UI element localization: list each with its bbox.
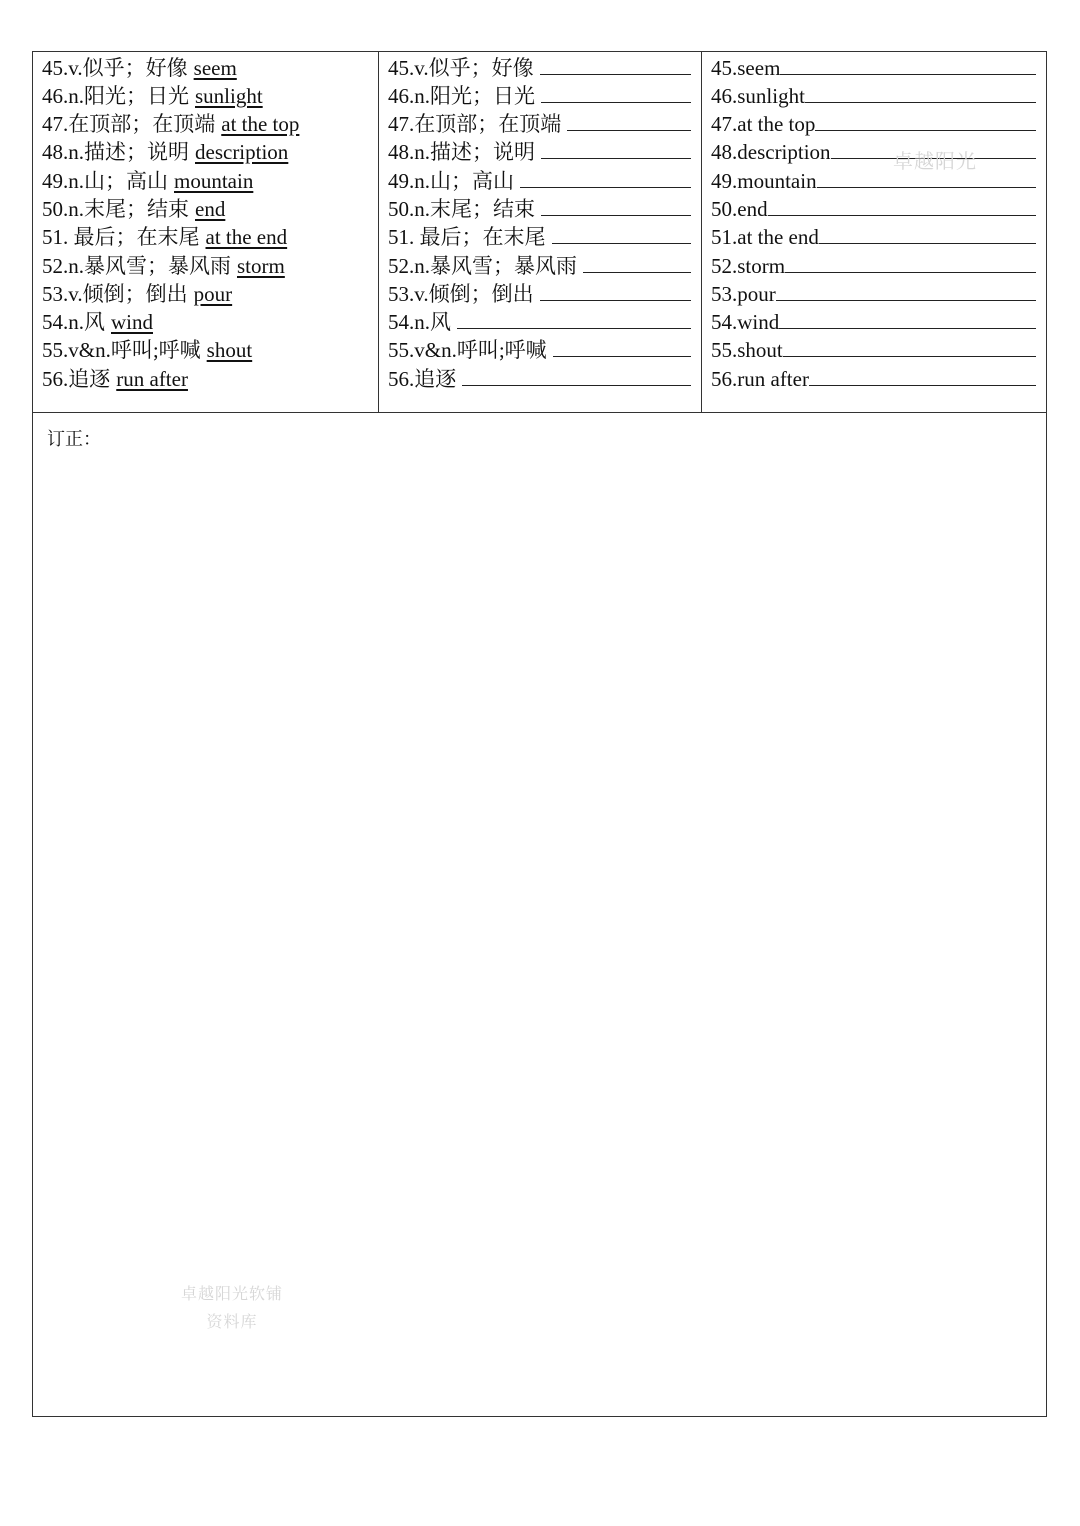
item-answer: pour (193, 282, 233, 306)
answer-blank[interactable] (780, 54, 1036, 75)
item-prompt: 47.在顶部；在顶端 (388, 112, 562, 136)
fill-item (711, 223, 1036, 251)
fill-item (711, 167, 1036, 195)
item-prompt: 49.n.山；高山 (388, 169, 514, 193)
item-answer: at the top (221, 112, 300, 136)
fill-item (711, 336, 1036, 364)
answer-item (42, 195, 225, 223)
item-chinese: 54.n.风 (42, 310, 105, 334)
answer-blank[interactable] (541, 195, 691, 216)
item-prompt: 48.n.描述；说明 (388, 140, 535, 164)
fill-item (711, 82, 1036, 110)
fill-item (711, 252, 1036, 280)
chinese-to-english-column (379, 52, 702, 412)
item-answer: seem (193, 56, 237, 80)
answer-blank[interactable] (553, 336, 691, 357)
answer-blank[interactable] (785, 252, 1036, 273)
item-answer: mountain (174, 169, 254, 193)
item-chinese: 53.v.倾倒；倒出 (42, 282, 188, 306)
item-answer: description (195, 140, 289, 164)
answer-item (42, 138, 288, 166)
item-prompt: 46.sunlight (711, 84, 805, 108)
item-chinese: 56.追逐 (42, 367, 111, 391)
answer-item (42, 252, 285, 280)
answer-blank[interactable] (540, 280, 691, 301)
answer-blank[interactable] (809, 365, 1036, 386)
answer-blank[interactable] (552, 223, 692, 244)
item-answer: at the end (205, 225, 288, 249)
answer-blank[interactable] (779, 308, 1036, 329)
fill-item (388, 365, 691, 393)
watermark: 卓越阳光 (893, 149, 977, 173)
item-chinese: 55.v&n.呼叫;呼喊 (42, 338, 201, 362)
item-chinese: 48.n.描述；说明 (42, 140, 189, 164)
answer-item (42, 308, 153, 336)
answer-item (42, 54, 237, 82)
fill-item (711, 195, 1036, 223)
item-prompt: 54.wind (711, 310, 780, 334)
answer-blank[interactable] (520, 167, 691, 188)
item-prompt: 51. 最后；在末尾 (388, 225, 546, 249)
item-chinese: 50.n.末尾；结束 (42, 197, 189, 221)
corrections-label: 订正： (47, 429, 101, 450)
answer-blank[interactable] (457, 308, 691, 329)
fill-item (388, 308, 691, 336)
answer-item (42, 110, 299, 138)
answer-blank[interactable] (540, 54, 691, 75)
item-answer: shout (206, 338, 253, 362)
vocabulary-row (33, 52, 1046, 413)
item-chinese: 46.n.阳光；日光 (42, 84, 189, 108)
answer-blank[interactable] (541, 138, 691, 159)
fill-item (711, 110, 1036, 138)
fill-item (388, 280, 691, 308)
item-prompt: 53.v.倾倒；倒出 (388, 282, 534, 306)
worksheet-table (32, 51, 1047, 1417)
fill-item (388, 54, 691, 82)
fill-item (388, 223, 691, 251)
fill-item (388, 138, 691, 166)
corrections-area[interactable] (33, 413, 1046, 1416)
answer-blank[interactable] (583, 252, 691, 273)
fill-item (388, 82, 691, 110)
watermark-line: 资料库 (206, 1312, 258, 1331)
item-prompt: 52.n.暴风雪；暴风雨 (388, 254, 577, 278)
fill-item (388, 110, 691, 138)
answer-key-column (33, 52, 379, 412)
item-answer: wind (111, 310, 153, 334)
item-prompt: 49.mountain (711, 169, 817, 193)
item-prompt: 48.description (711, 140, 831, 164)
fill-item (711, 138, 1036, 166)
answer-blank[interactable] (567, 110, 691, 131)
answer-blank[interactable] (462, 365, 691, 386)
item-prompt: 51.at the end (711, 225, 819, 249)
item-prompt: 50.end (711, 197, 768, 221)
english-to-chinese-column (702, 52, 1046, 412)
answer-blank[interactable] (783, 336, 1036, 357)
fill-item (711, 280, 1036, 308)
item-prompt: 45.seem (711, 56, 781, 80)
item-answer: storm (237, 254, 285, 278)
answer-item (42, 167, 253, 195)
answer-blank[interactable] (819, 223, 1036, 244)
answer-blank[interactable] (805, 82, 1036, 103)
answer-item (42, 223, 287, 251)
item-chinese: 52.n.暴风雪；暴风雨 (42, 254, 231, 278)
item-prompt: 47.at the top (711, 112, 816, 136)
watermark-line: 卓越阳光软铺 (181, 1284, 284, 1303)
fill-item (388, 252, 691, 280)
answer-blank[interactable] (768, 195, 1036, 216)
item-prompt: 53.pour (711, 282, 776, 306)
fill-item (711, 54, 1036, 82)
answer-item (42, 280, 232, 308)
item-prompt: 55.v&n.呼叫;呼喊 (388, 338, 547, 362)
item-prompt: 52.storm (711, 254, 786, 278)
answer-item (42, 336, 252, 364)
item-chinese: 45.v.似乎；好像 (42, 56, 188, 80)
item-answer: end (195, 197, 226, 221)
item-prompt: 45.v.似乎；好像 (388, 56, 534, 80)
answer-blank[interactable] (815, 110, 1036, 131)
item-prompt: 56.追逐 (388, 367, 457, 391)
item-chinese: 47.在顶部；在顶端 (42, 112, 216, 136)
fill-item (388, 195, 691, 223)
item-prompt: 50.n.末尾；结束 (388, 197, 535, 221)
item-prompt: 46.n.阳光；日光 (388, 84, 535, 108)
fill-item (711, 365, 1036, 393)
item-prompt: 54.n.风 (388, 310, 451, 334)
item-answer: run after (116, 367, 188, 391)
answer-blank[interactable] (776, 280, 1036, 301)
item-prompt: 55.shout (711, 338, 783, 362)
item-chinese: 49.n.山；高山 (42, 169, 168, 193)
answer-item (42, 365, 188, 393)
item-prompt: 56.run after (711, 367, 809, 391)
item-chinese: 51. 最后；在末尾 (42, 225, 200, 249)
item-answer: sunlight (195, 84, 263, 108)
answer-item (42, 82, 263, 110)
watermark (181, 1280, 283, 1336)
fill-item (388, 336, 691, 364)
answer-blank[interactable] (541, 82, 691, 103)
fill-item (711, 308, 1036, 336)
fill-item (388, 167, 691, 195)
